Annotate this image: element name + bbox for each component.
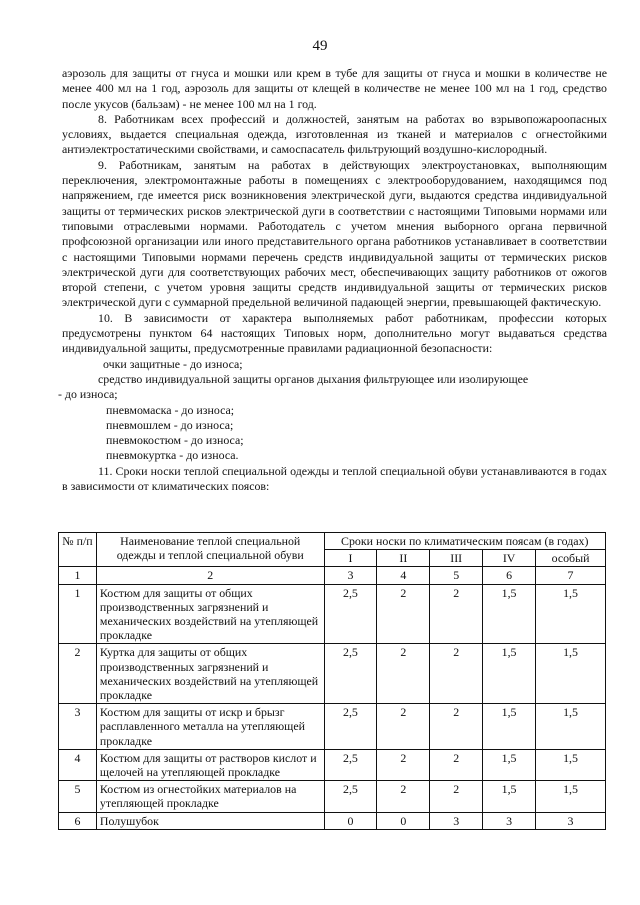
period-value: 2 (430, 644, 483, 704)
period-value: 1,5 (483, 781, 536, 812)
period-value: 2,5 (324, 704, 377, 750)
period-value: 2 (377, 781, 430, 812)
page-number: 49 (312, 38, 328, 54)
table-row (59, 704, 606, 750)
period-value: 1,5 (536, 584, 606, 644)
row-number: 1 (59, 584, 97, 644)
period-value: 0 (377, 812, 430, 829)
period-value: 3 (536, 812, 606, 829)
table-header-row (59, 533, 606, 550)
zone-header: IV (483, 550, 536, 567)
document-body (58, 66, 607, 494)
column-number: 6 (483, 567, 536, 584)
zone-header: особый (536, 550, 606, 567)
row-number: 5 (59, 781, 97, 812)
period-value: 2 (430, 704, 483, 750)
paragraph-7-continuation: аэрозоль для защиты от гнуса и мошки или крем в тубе для защиты от гнуса и мошки в количестве не менее 400 мл на 1 год, аэрозоль для защиты от клещей в количестве не менее 100 мл на 1 год, средство после укусов (бальзам) - не менее 100 мл на 1 год. (62, 66, 607, 111)
header-periods: Сроки носки по климатическим поясам (в годах) (324, 533, 606, 550)
header-number: № п/п (59, 533, 97, 567)
period-value: 2 (377, 749, 430, 780)
wear-periods-table (58, 532, 606, 830)
period-value: 2 (377, 584, 430, 644)
period-value: 2 (430, 781, 483, 812)
table-row (59, 644, 606, 704)
period-value: 1,5 (536, 644, 606, 704)
table-row (59, 781, 606, 812)
list-item: пневмомаска - до износа; (106, 402, 235, 417)
item-name: Костюм для защиты от общих производственных загрязнений и механических воздействий на утепляющей прокладке (96, 584, 324, 644)
column-number-row (59, 567, 606, 584)
row-number: 4 (59, 749, 97, 780)
row-number: 3 (59, 704, 97, 750)
period-value: 1,5 (483, 644, 536, 704)
item-name: Костюм для защиты от искр и брызг расплавленного металла на утепляющей прокладке (96, 704, 324, 750)
item-name: Полушубок (96, 812, 324, 829)
zone-header: I (324, 550, 377, 567)
paragraph-10: 10. В зависимости от характера выполняемых работ работникам, профессии которых предусмотрены пунктом 64 настоящих Типовых норм, дополнительно могут выдаваться средства индивидуальной защиты, предусмотренные правилами радиационной безопасности: (62, 310, 607, 356)
period-value: 1,5 (483, 584, 536, 644)
row-number: 6 (59, 812, 97, 829)
zone-header: II (377, 550, 430, 567)
period-value: 1,5 (536, 781, 606, 812)
table-row (59, 812, 606, 829)
paragraph-8: 8. Работникам всех профессий и должностей, занятым на работах во взрывопожароопасных условиях, выдается специальная одежда, изготовленная из тканей и материалов с огнестойкими антиэлектростатическими свойствами, и самоспасатель фильтрующий воздушно-кислородный. (62, 111, 607, 157)
column-number: 5 (430, 567, 483, 584)
period-value: 1,5 (536, 749, 606, 780)
list-item-continuation: - до износа; (58, 387, 118, 402)
list-item: пневмокуртка - до износа. (106, 448, 239, 463)
item-name: Куртка для защиты от общих производственных загрязнений и механических воздействий на утепляющей прокладке (96, 644, 324, 704)
row-number: 2 (59, 644, 97, 704)
period-value: 2,5 (324, 781, 377, 812)
item-name: Костюм из огнестойких материалов на утепляющей прокладке (96, 781, 324, 812)
column-number: 2 (96, 567, 324, 584)
period-value: 3 (430, 812, 483, 829)
period-value: 0 (324, 812, 377, 829)
item-name: Костюм для защиты от растворов кислот и щелочей на утепляющей прокладке (96, 749, 324, 780)
period-value: 1,5 (483, 704, 536, 750)
header-name: Наименование теплой специальной одежды и теплой специальной обуви (96, 533, 324, 567)
paragraph-9: 9. Работникам, занятым на работах в действующих электроустановках, выполняющим переключения, электромонтажные работы в помещениях с электрооборудованием, находящимся под напряжением, где имеется риск возникновения электрической дуги, выдаются средства индивидуальной защиты от термических рисков электрической дуги в соответствии с настоящими Типовыми нормами или типовыми отраслевыми нормами. Работодатель с учетом мнения выборного органа первичной профсоюзной организации или иного представительного органа работников устанавливает в соответствии с настоящими Типовыми нормами перечень средств индивидуальной защиты от термических рисков электрической дуги для соответствующих рабочих мест, обеспечивающих защиту работников от ожогов второй степени, с учетом уровня защиты средств индивидуальной защиты от термических рисков электрической дуги с суммарной предельной величиной падающей энергии, превышающей фактическую. (62, 157, 607, 310)
paragraph-11: 11. Сроки носки теплой специальной одежды и теплой специальной обуви устанавливаются в годах в зависимости от климатических поясов: (62, 463, 607, 494)
column-number: 4 (377, 567, 430, 584)
period-value: 2 (430, 584, 483, 644)
list-item: пневмошлем - до износа; (106, 417, 234, 432)
list-item: очки защитные - до износа; (103, 356, 243, 371)
period-value: 2,5 (324, 749, 377, 780)
period-value: 1,5 (483, 749, 536, 780)
table-row (59, 749, 606, 780)
column-number: 1 (59, 567, 97, 584)
zone-header: III (430, 550, 483, 567)
period-value: 3 (483, 812, 536, 829)
column-number: 3 (324, 567, 377, 584)
list-item: средство индивидуальной защиты органов дыхания фильтрующее или изолирующее (98, 371, 529, 386)
period-value: 2,5 (324, 584, 377, 644)
table-row (59, 584, 606, 644)
column-number: 7 (536, 567, 606, 584)
period-value: 1,5 (536, 704, 606, 750)
list-item: пневмокостюм - до износа; (106, 433, 244, 448)
period-value: 2 (430, 749, 483, 780)
period-value: 2,5 (324, 644, 377, 704)
period-value: 2 (377, 644, 430, 704)
period-value: 2 (377, 704, 430, 750)
